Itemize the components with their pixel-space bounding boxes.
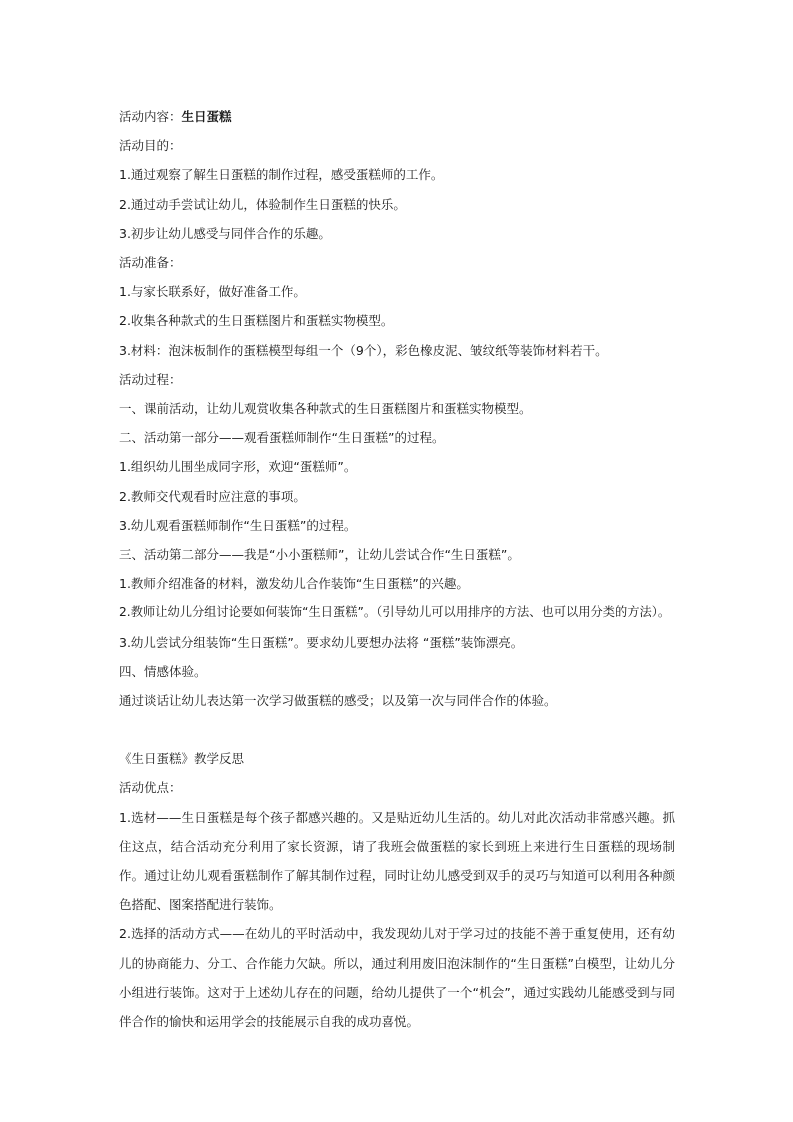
prep-item: 1.与家长联系好，做好准备工作。	[119, 284, 306, 300]
process-item: 1.教师介绍准备的材料，激发幼儿合作装饰“生日蛋糕”的兴趣。	[119, 576, 469, 592]
process-item: 2.教师交代观看时应注意的事项。	[119, 488, 306, 504]
prep-item: 2.收集各种款式的生日蛋糕图片和蛋糕实物模型。	[119, 313, 394, 329]
strengths-heading: 活动优点：	[119, 780, 182, 796]
process-item: 1.组织幼儿围坐成同字形，欢迎“蛋糕师”。	[119, 459, 357, 475]
activity-content-label: 活动内容：	[119, 109, 182, 124]
process-heading: 活动过程：	[119, 371, 182, 387]
process-item: 二、活动第一部分——观看蛋糕师制作“生日蛋糕”的过程。	[119, 430, 445, 446]
process-item: 2.教师让幼儿分组讨论要如何装饰“生日蛋糕”。（引导幼儿可以用排序的方法、也可以用分类的方法）。	[119, 605, 671, 620]
reflection-title: 《生日蛋糕》教学反思	[119, 751, 245, 767]
reflection-paragraph: 2.选择的活动方式——在幼儿的平时活动中，我发现幼儿对于学习过的技能不善于重复使用，还有幼儿的协商能力、分工、合作能力欠缺。所以，通过利用废旧泡沫制作的“生日蛋糕”白模型，让幼儿分小组进行装饰。这对于上述幼儿存在的问题，给幼儿提供了一个“机会”，通过实践幼儿能感受到与同伴合作的愉快和运用学会的技能展示自我的成功喜悦。	[119, 926, 675, 1030]
process-item: 3.幼儿观看蛋糕师制作“生日蛋糕”的过程。	[119, 517, 357, 533]
goals-heading: 活动目的：	[119, 138, 182, 154]
section-spacer	[119, 715, 679, 744]
process-item: 3.幼儿尝试分组装饰“生日蛋糕”。要求幼儿要想办法将 “蛋糕”装饰漂亮。	[119, 634, 524, 650]
activity-content-line	[119, 102, 679, 131]
reflection-paragraph: 1.选材——生日蛋糕是每个孩子都感兴趣的。又是贴近幼儿生活的。幼儿对此次活动非常感兴趣。抓住这点，结合活动充分利用了家长资源，请了我班会做蛋糕的家长到班上来进行生日蛋糕的现场制作。通过让幼儿观看蛋糕制作了解其制作过程，同时让幼儿感受到双手的灵巧与知道可以利用各种颜色搭配、图案搭配进行装饰。	[119, 809, 675, 913]
process-item: 通过谈话让幼儿表达第一次学习做蛋糕的感受；以及第一次与同伴合作的体验。	[119, 693, 557, 709]
process-item: 四、情感体验。	[119, 663, 207, 679]
process-item: 三、活动第二部分——我是“小小蛋糕师”，让幼儿尝试合作“生日蛋糕”。	[119, 547, 520, 563]
goal-item: 2.通过动手尝试让幼儿，体验制作生日蛋糕的快乐。	[119, 196, 406, 212]
activity-title: 生日蛋糕	[181, 109, 232, 124]
goal-item: 3.初步让幼儿感受与同伴合作的乐趣。	[119, 225, 331, 241]
prep-item: 3.材料：泡沫板制作的蛋糕模型每组一个（9个），彩色橡皮泥、皱纹纸等装饰材料若干。	[119, 342, 608, 358]
process-item: 一、课前活动，让幼儿观赏收集各种款式的生日蛋糕图片和蛋糕实物模型。	[119, 401, 532, 417]
goal-item: 1.通过观察了解生日蛋糕的制作过程，感受蛋糕师的工作。	[119, 167, 444, 183]
prep-heading: 活动准备：	[119, 255, 182, 271]
document-body	[119, 102, 679, 1036]
